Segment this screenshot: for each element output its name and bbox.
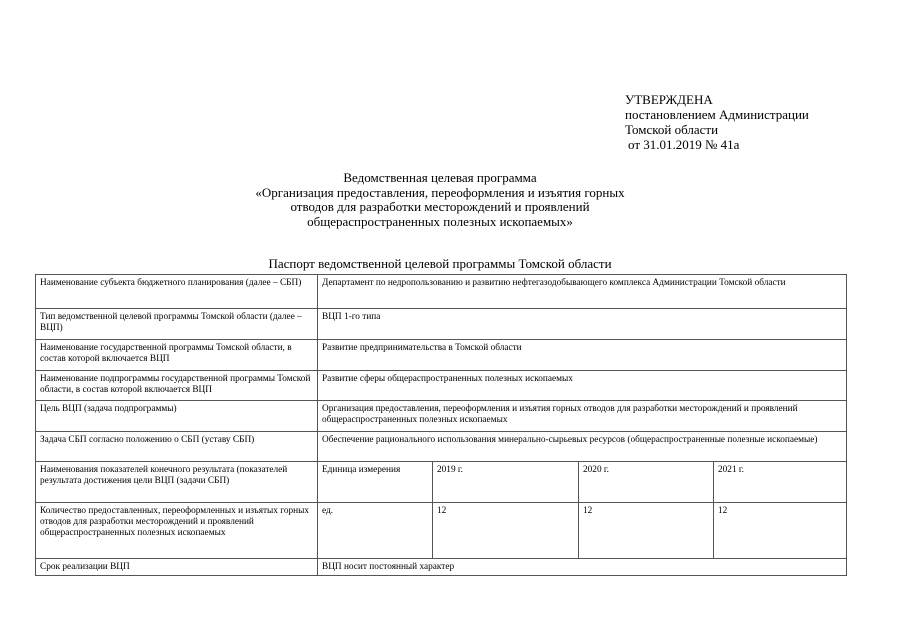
indicator-unit: ед.: [318, 503, 433, 559]
title-line: Ведомственная целевая программа: [343, 170, 537, 185]
table-row: [36, 371, 847, 401]
row-value: ВЦП 1-го типа: [318, 309, 847, 340]
indicator-value: 12: [579, 503, 714, 559]
approval-heading: УТВЕРЖДЕНА: [625, 92, 713, 107]
approval-date: от 31.01.2019 № 41а: [628, 137, 740, 152]
program-title: [200, 171, 680, 229]
row-label: Срок реализации ВЦП: [36, 559, 318, 576]
indicator-header-row: [36, 462, 847, 503]
table-row: [36, 432, 847, 462]
indicator-row: [36, 503, 847, 559]
table-row: [36, 340, 847, 371]
indicator-label: Наименования показателей конечного результата (показателей результата достижения цели ВЦП (задачи СБП): [36, 462, 318, 503]
passport-table: [35, 274, 847, 576]
year-header: 2020 г.: [579, 462, 714, 503]
row-label: Наименование государственной программы Томской области, в состав которой включается ВЦП: [36, 340, 318, 371]
row-value: ВЦП носит постоянный характер: [318, 559, 847, 576]
approval-stamp: [625, 92, 809, 152]
unit-header: Единица измерения: [318, 462, 433, 503]
approval-line: Томской области: [625, 122, 719, 137]
passport-title: Паспорт ведомственной целевой программы Томской области: [268, 256, 612, 271]
indicator-value: 12: [433, 503, 579, 559]
row-label: Цель ВЦП (задача подпрограммы): [36, 401, 318, 432]
row-value: Обеспечение рационального использования минерально-сырьевых ресурсов (общераспространенные полезные ископаемые): [318, 432, 847, 462]
row-value: Департамент по недропользованию и развитию нефтегазодобывающего комплекса Администрации Томской области: [318, 275, 847, 309]
row-label: Задача СБП согласно положению о СБП (уставу СБП): [36, 432, 318, 462]
row-label: Наименование субъекта бюджетного планирования (далее – СБП): [36, 275, 318, 309]
table-row: [36, 309, 847, 340]
table-row: [36, 275, 847, 309]
approval-line: постановлением Администрации: [625, 107, 809, 122]
year-header: 2019 г.: [433, 462, 579, 503]
title-line: отводов для разработки месторождений и проявлений: [290, 199, 590, 214]
indicator-value: 12: [714, 503, 847, 559]
row-value: Организация предоставления, переоформления и изъятия горных отводов для разработки месторождений и проявлений общераспространенных полезных ископаемых: [318, 401, 847, 432]
year-header: 2021 г.: [714, 462, 847, 503]
title-line: «Организация предоставления, переоформления и изъятия горных: [255, 184, 625, 200]
title-line: общераспространенных полезных ископаемых»: [307, 213, 573, 229]
table-row: [36, 559, 847, 576]
row-label: Наименование подпрограммы государственной программы Томской области, в состав которой включается ВЦП: [36, 371, 318, 401]
row-value: Развитие предпринимательства в Томской области: [318, 340, 847, 371]
indicator-name: Количество предоставленных, переоформленных и изъятых горных отводов для разработки месторождений и проявлений общераспространенных полезных ископаемых: [36, 503, 318, 559]
table-row: [36, 401, 847, 432]
row-label: Тип ведомственной целевой программы Томской области (далее – ВЦП): [36, 309, 318, 340]
row-value: Развитие сферы общераспространенных полезных ископаемых: [318, 371, 847, 401]
